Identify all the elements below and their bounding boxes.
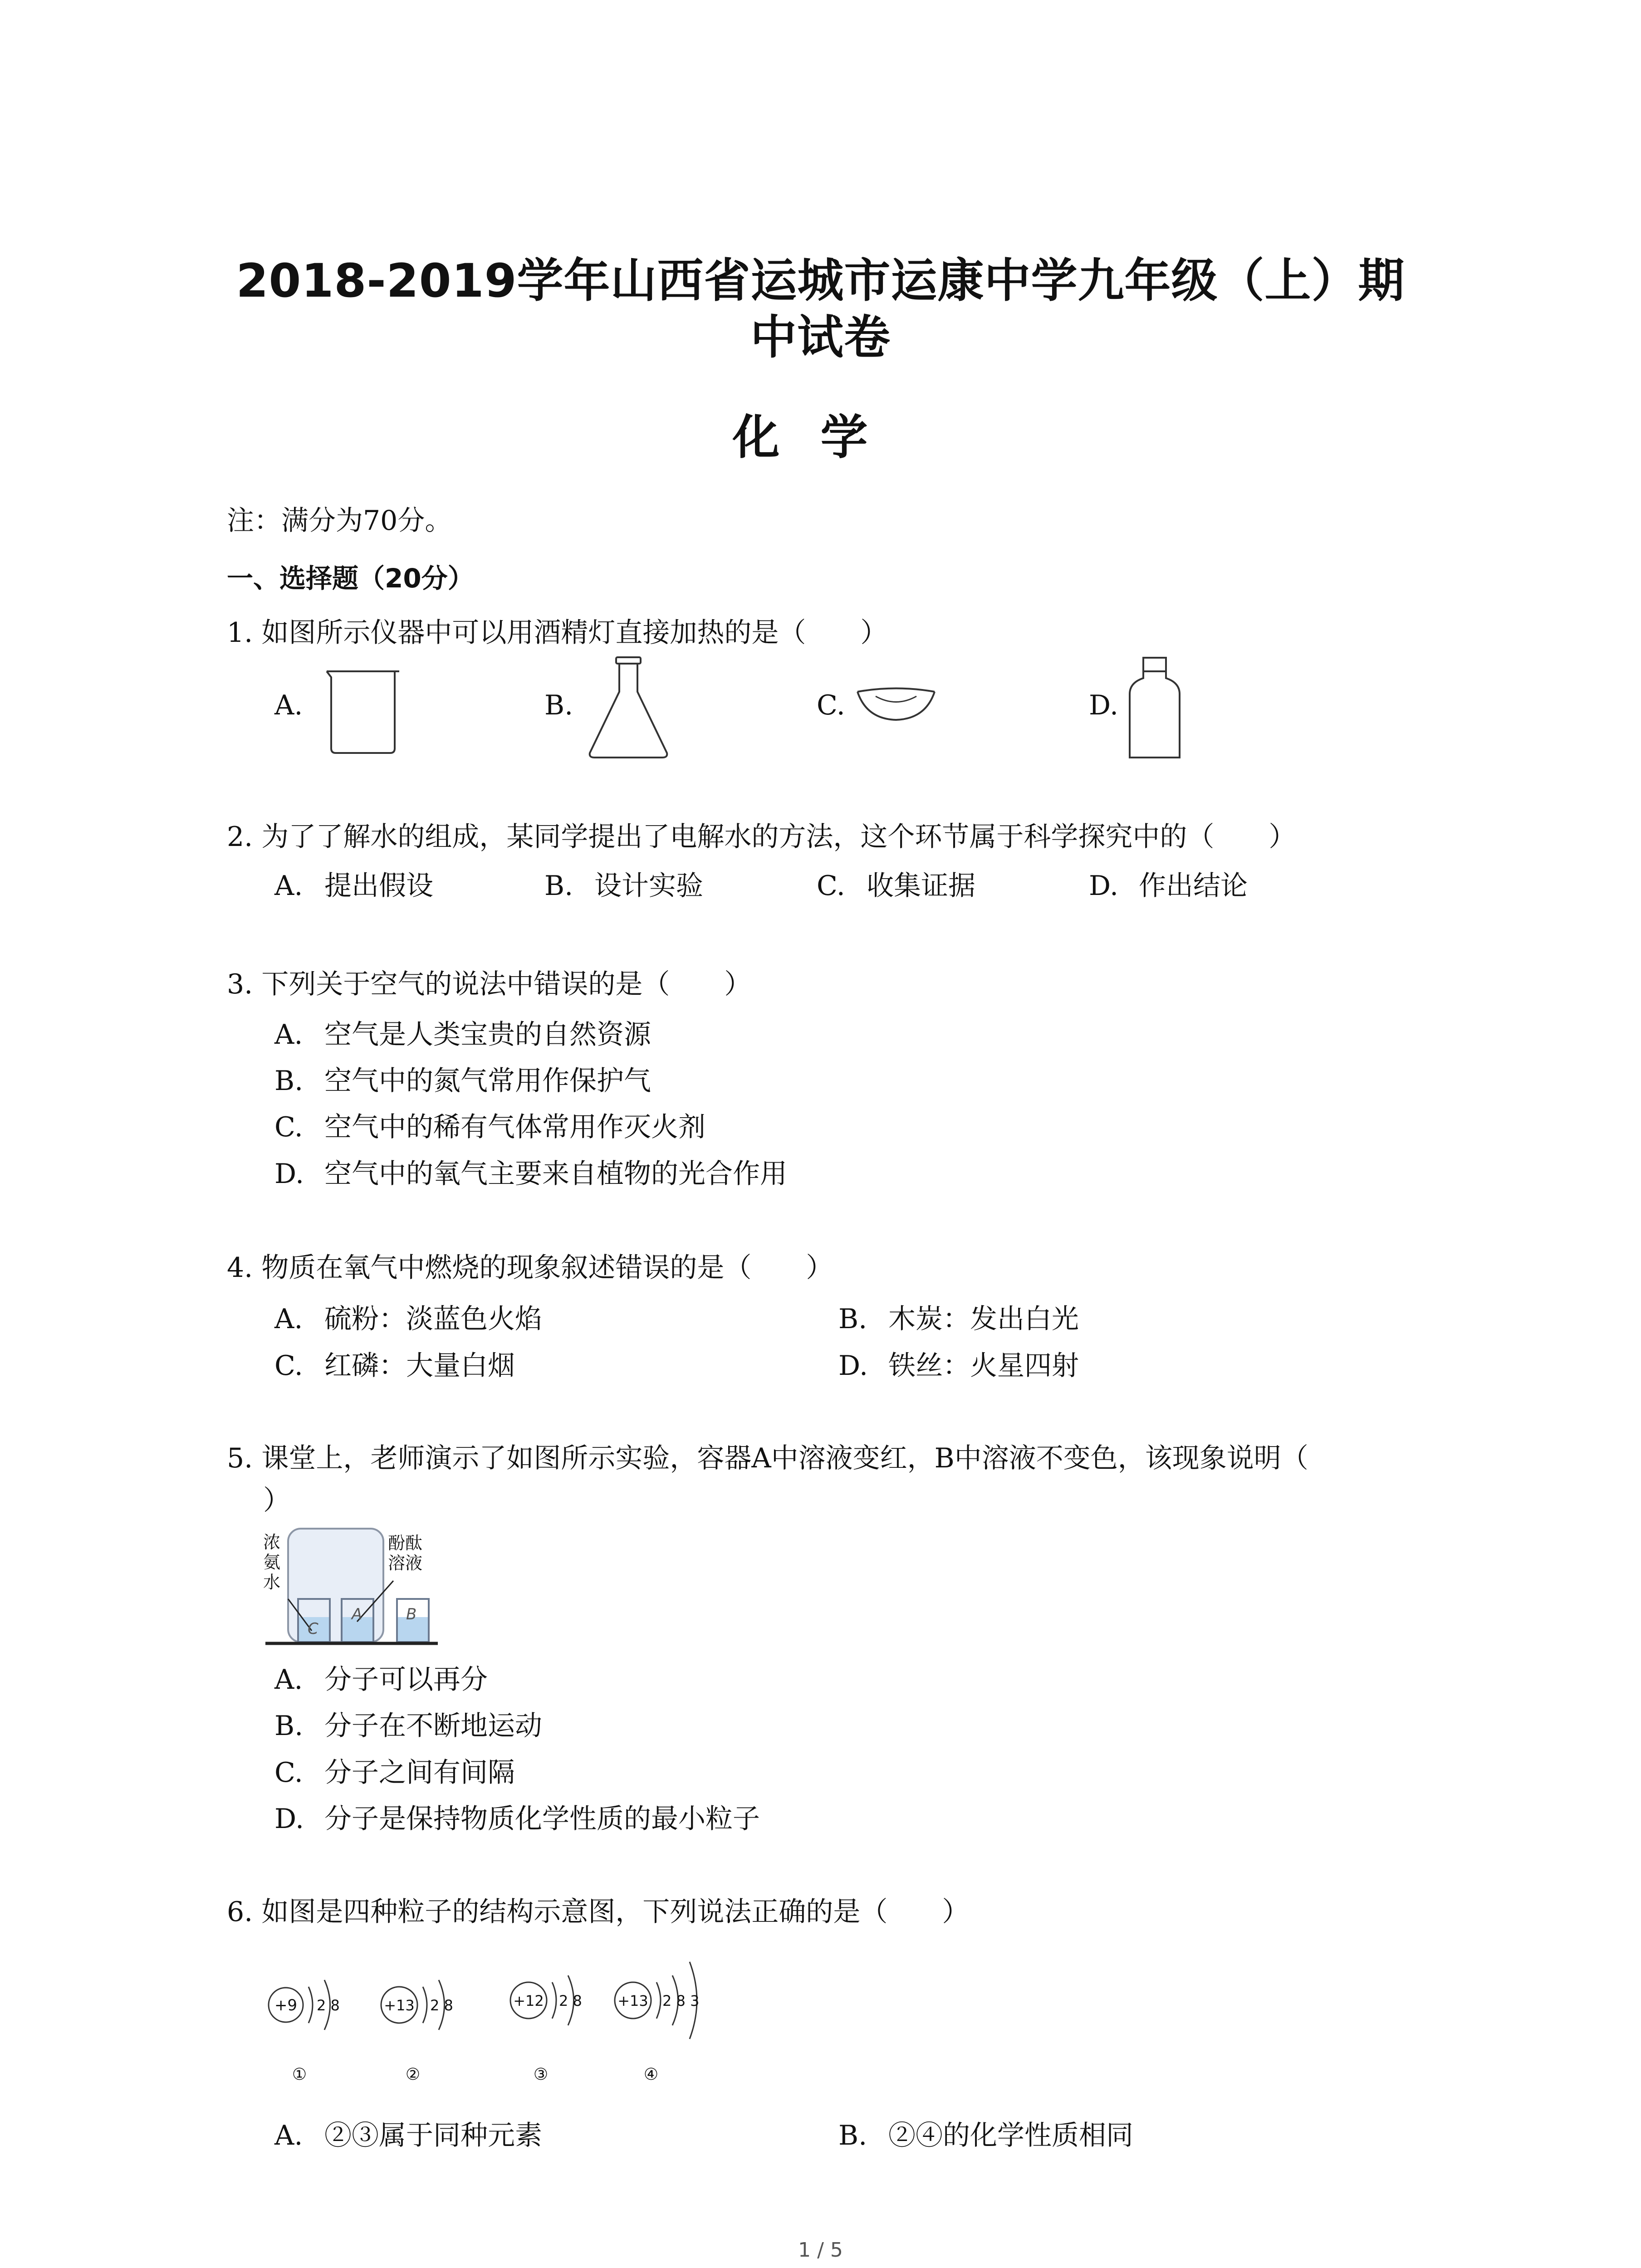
ammonia-label-char2: 氨	[263, 1552, 281, 1572]
option-text: ②③属于同种元素	[324, 2120, 542, 2151]
question-4-stem: 4. 物质在氧气中燃烧的现象叙述错误的是（ ）	[227, 1252, 833, 1284]
option-key: C.	[274, 1350, 303, 1382]
phenolphthalein-label-line1: 酚酞	[388, 1533, 423, 1553]
exam-title-line1: 2018-2019学年山西省运城市运康中学九年级（上）期	[236, 254, 1405, 308]
option-text: ②④的化学性质相同	[888, 2120, 1133, 2151]
q3-option-d	[274, 1152, 787, 1191]
option-key: B.	[838, 2120, 867, 2151]
ammonia-label-char3: 水	[263, 1572, 281, 1592]
particle-4-nucleus: +13	[617, 1992, 648, 2009]
q4-option-d	[838, 1344, 1079, 1383]
option-text: 空气中的氮气常用作保护气	[324, 1065, 651, 1097]
q2-option-d	[1089, 864, 1248, 903]
option-text: 收集证据	[867, 870, 975, 902]
question-5-stem-line2: ）	[263, 1485, 290, 1516]
option-text: 木炭：发出白光	[888, 1303, 1079, 1335]
q5-option-b	[274, 1704, 542, 1743]
exam-title-line2: 中试卷	[750, 311, 891, 365]
beaker-icon	[318, 665, 408, 760]
q3-option-a	[274, 1013, 651, 1052]
option-key: D.	[838, 1350, 868, 1382]
particle-1-number: ①	[292, 2065, 307, 2084]
ammonia-diffusion-experiment-figure	[261, 1526, 451, 1656]
ammonia-label-char1: 浓	[263, 1532, 281, 1552]
option-key: D.	[274, 1158, 304, 1190]
option-key: B.	[274, 1710, 304, 1742]
conical-flask-icon	[585, 655, 676, 764]
particle-3-number: ③	[533, 2065, 549, 2084]
particle-structure-diagrams	[263, 1944, 762, 2093]
particle-2-number: ②	[405, 2065, 421, 2084]
particle-4-number: ④	[643, 2065, 659, 2084]
option-text: 空气中的稀有气体常用作灭火剂	[324, 1111, 705, 1143]
question-2-stem: 2. 为了了解水的组成，某同学提出了电解水的方法，这个环节属于科学探究中的（ ）	[227, 821, 1296, 853]
option-key: B.	[274, 1065, 304, 1097]
q5-option-c	[274, 1751, 515, 1790]
particle-4-diagram	[615, 1962, 699, 2084]
option-text: 作出结论	[1139, 870, 1248, 902]
beaker-b-label: B	[406, 1605, 417, 1623]
section-heading: 一、选择题（20分）	[227, 563, 474, 594]
option-text: 分子在不断地运动	[324, 1710, 542, 1742]
phenolphthalein-label-line2: 溶液	[388, 1553, 423, 1573]
page-number: 1 / 5	[798, 2239, 843, 2262]
q3-option-b	[274, 1059, 651, 1098]
particle-4-electrons: 2 8 3	[662, 1992, 700, 2009]
particle-1-diagram	[269, 1980, 340, 2084]
particle-2-diagram	[381, 1980, 453, 2084]
option-text: 分子是保持物质化学性质的最小粒子	[324, 1803, 760, 1835]
q4-option-c	[274, 1344, 515, 1383]
option-key: D.	[1089, 870, 1119, 902]
q1-option-d-label: D.	[1089, 689, 1119, 721]
particle-2-nucleus: +13	[384, 1997, 415, 2014]
q1-option-a-label: A.	[274, 689, 303, 721]
particle-1-nucleus: +9	[274, 1996, 298, 2014]
q4-option-b	[838, 1297, 1079, 1336]
q2-option-b	[544, 864, 703, 903]
option-text: 硫粉：淡蓝色火焰	[324, 1303, 542, 1335]
option-key: A.	[274, 1303, 303, 1335]
q4-option-a	[274, 1297, 542, 1336]
score-note: 注：满分为70分。	[227, 505, 452, 537]
q6-option-a	[274, 2114, 542, 2153]
option-key: A.	[274, 2120, 303, 2151]
question-3-stem: 3. 下列关于空气的说法中错误的是（ ）	[227, 968, 752, 1000]
option-key: B.	[544, 870, 573, 902]
option-text: 分子之间有间隔	[324, 1757, 515, 1789]
particle-3-electrons: 2 8	[559, 1992, 582, 2009]
q2-option-c	[817, 864, 975, 903]
q5-option-a	[274, 1658, 488, 1697]
option-key: C.	[274, 1757, 303, 1789]
q5-option-d	[274, 1797, 760, 1836]
particle-3-nucleus: +12	[513, 1992, 544, 2009]
option-key: A.	[274, 1019, 303, 1051]
option-text: 红磷：大量白烟	[324, 1350, 515, 1382]
q6-option-b	[838, 2114, 1133, 2153]
q3-option-c	[274, 1105, 705, 1144]
option-text: 空气中的氧气主要来自植物的光合作用	[324, 1158, 787, 1190]
beaker-c-label: C	[308, 1620, 318, 1638]
option-key: B.	[838, 1303, 867, 1335]
option-text: 空气是人类宝贵的自然资源	[324, 1019, 651, 1051]
question-6-stem: 6. 如图是四种粒子的结构示意图，下列说法正确的是（ ）	[227, 1896, 970, 1928]
particle-2-electrons: 2 8	[430, 1997, 453, 2014]
subject-heading: 化学	[732, 410, 909, 465]
option-text: 分子可以再分	[324, 1664, 488, 1696]
option-text: 铁丝：火星四射	[888, 1350, 1079, 1382]
evaporating-dish-icon	[853, 683, 939, 726]
option-key: C.	[274, 1111, 303, 1143]
q2-option-a	[274, 864, 433, 903]
option-key: A.	[274, 870, 303, 902]
option-key: C.	[817, 870, 845, 902]
particle-1-electrons: 2 8	[317, 1997, 340, 2014]
q1-option-c-label: C.	[817, 689, 845, 721]
question-5-stem-line1: 5. 课堂上，老师演示了如图所示实验，容器A中溶液变红，B中溶液不变色，该现象说明（	[227, 1442, 1308, 1474]
reagent-bottle-icon	[1125, 655, 1184, 764]
q1-option-b-label: B.	[544, 689, 573, 721]
option-text: 提出假设	[324, 870, 433, 902]
question-1-stem: 1. 如图所示仪器中可以用酒精灯直接加热的是（ ）	[227, 617, 888, 649]
option-key: A.	[274, 1664, 303, 1696]
particle-3-diagram	[510, 1975, 582, 2084]
beaker-a-label: A	[352, 1605, 362, 1623]
option-text: 设计实验	[594, 870, 703, 902]
option-key: D.	[274, 1803, 304, 1835]
